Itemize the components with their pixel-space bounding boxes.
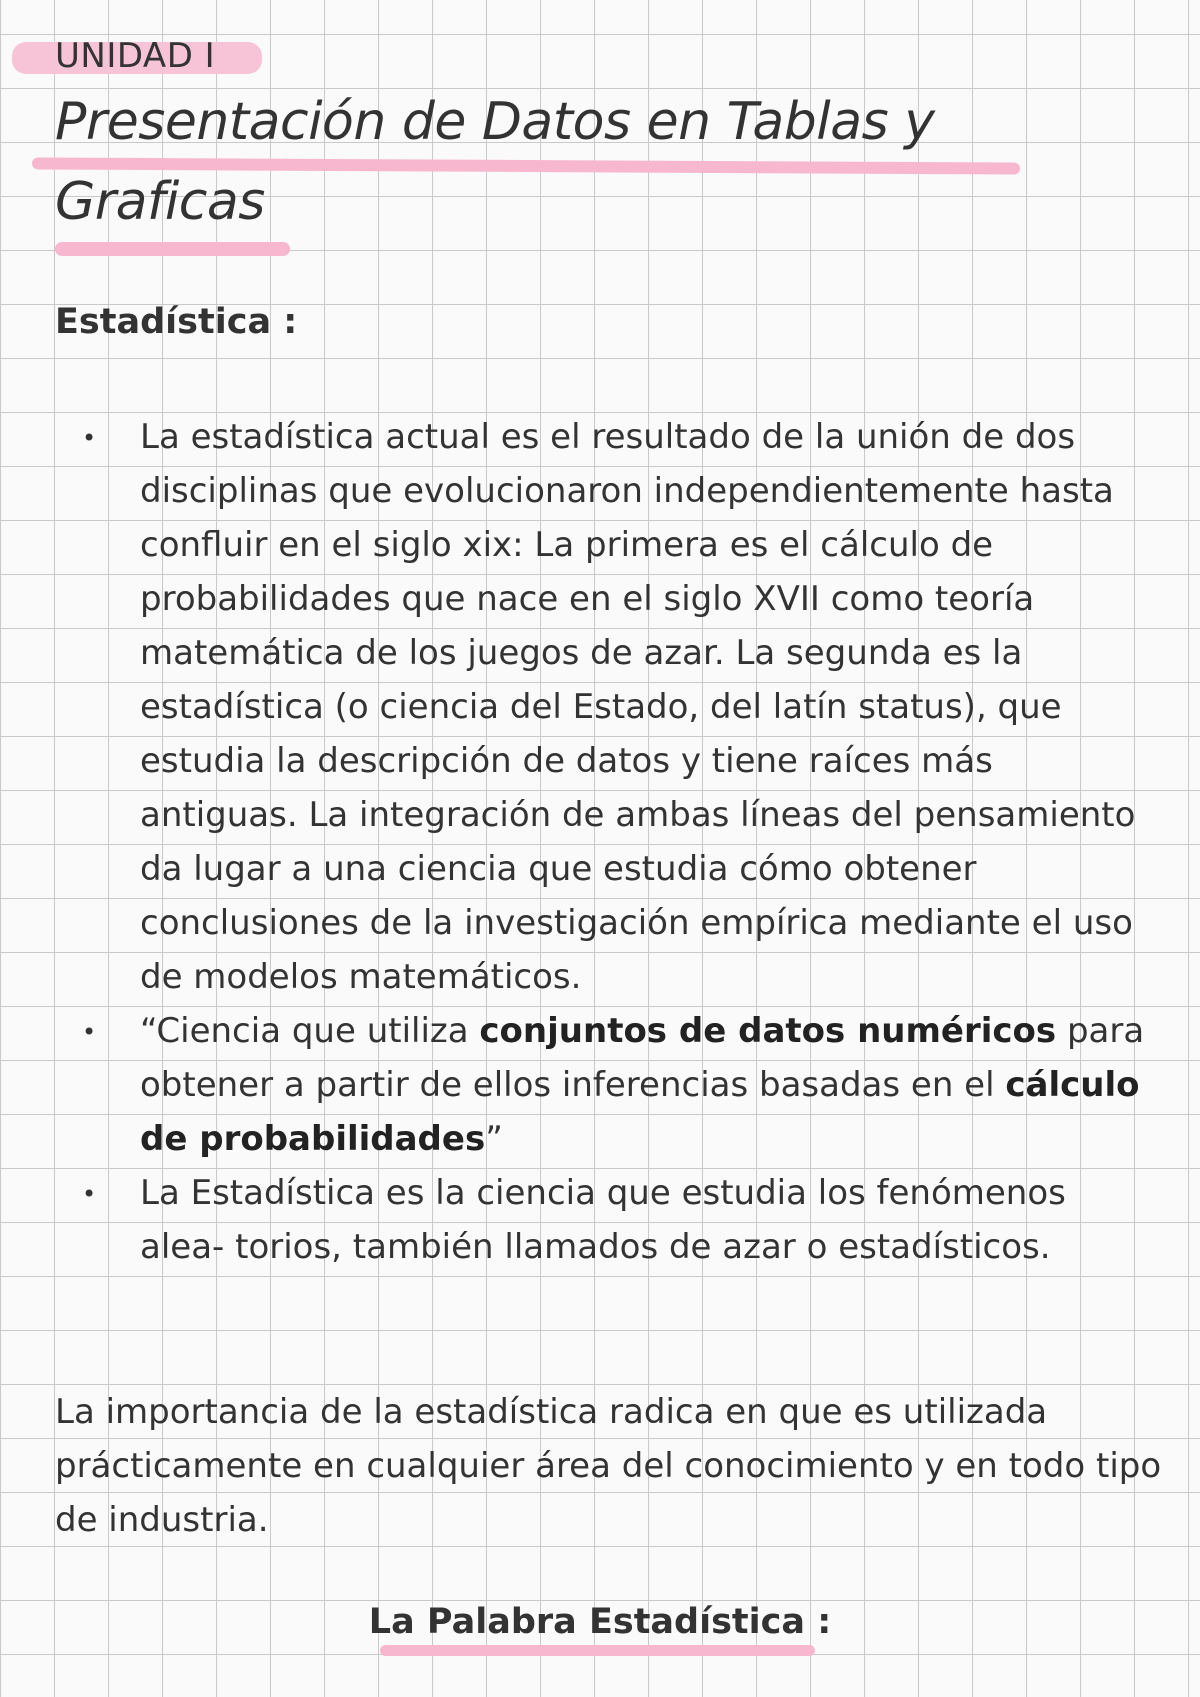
bullet-marker: • — [82, 424, 97, 452]
importance-paragraph: La importancia de la estadística radica en que es utilizada prácticamente en cualquier área del conocimiento y en todo tipo de industria. — [55, 1392, 1162, 1540]
definition-text-end: ” — [485, 1119, 503, 1159]
section-heading: Estadística : — [55, 302, 298, 342]
page-title-line1: Presentación de Datos en Tablas y — [55, 92, 935, 152]
footer-heading: La Palabra Estadística : — [368, 1602, 832, 1642]
bullet-marker: • — [82, 1018, 97, 1046]
page-title-line2: Graficas — [55, 172, 265, 232]
title-line2-underline — [55, 242, 290, 256]
definition-bold-probability: cálculo de probabilidades — [140, 1065, 1140, 1159]
bullet-item-definition — [140, 1004, 1160, 1166]
definition-text-middle: para obtener a partir de ellos inferencias basadas en el — [140, 1011, 1145, 1105]
footer-heading-underline — [380, 1645, 815, 1656]
bullet-item-random-phenomena: La Estadística es la ciencia que estudia los fenómenos alea- torios, también llamados de azar o estadísticos. — [140, 1173, 1066, 1267]
definition-text-start: “Ciencia que utiliza — [140, 1011, 480, 1051]
bullet-item-history: La estadística actual es el resultado de la unión de dos disciplinas que evolucionaron independientemente hasta confluir en el siglo xix: La primera es el cálculo de probabilidades que nace en el siglo XVII como teoría matemática de los juegos de azar. La segunda es la estadística (o ciencia del Estado, del latín status), que estudia la descripción de datos y tiene raíces más antiguas. La integración de ambas líneas del pensamiento da lugar a una ciencia que estudia cómo obtener conclusiones de la investigación empírica mediante el uso de modelos matemáticos. — [140, 417, 1136, 997]
bullet-marker: • — [82, 1180, 97, 1208]
definition-bold-numeric-data: conjuntos de datos numéricos — [479, 1011, 1057, 1051]
unit-label: UNIDAD I — [55, 36, 216, 76]
